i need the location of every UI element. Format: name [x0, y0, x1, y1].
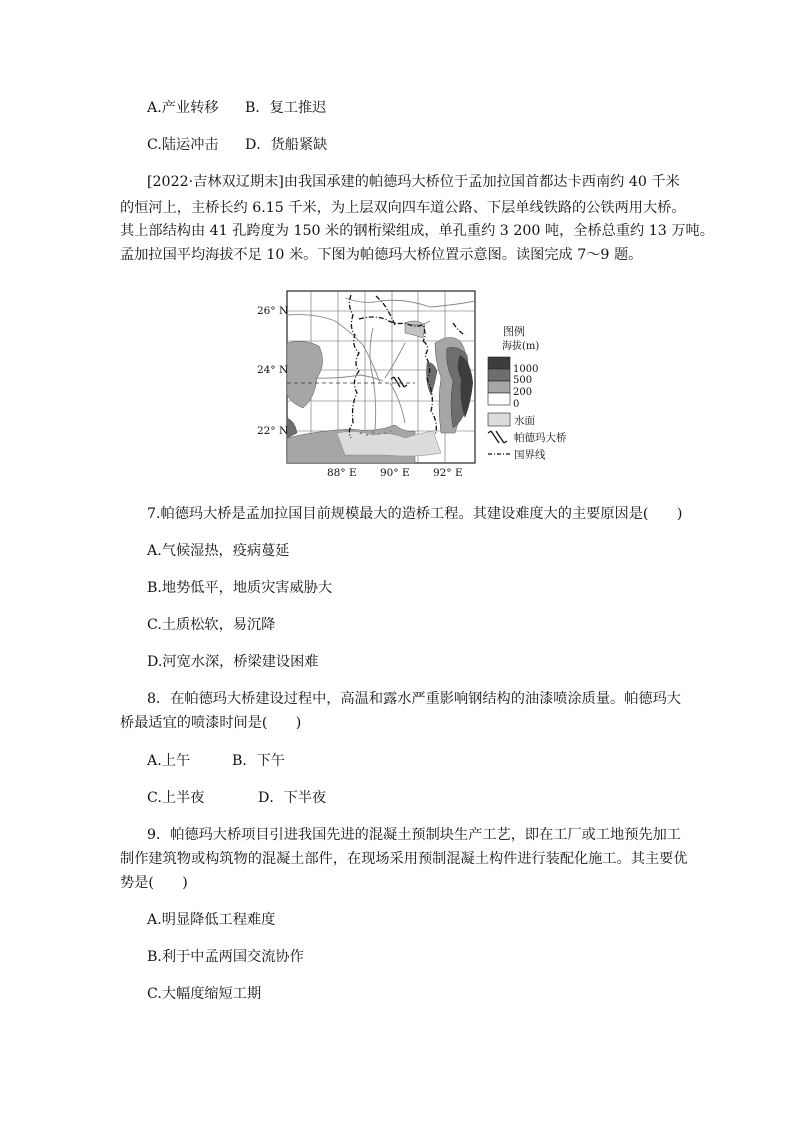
q7-option-a: A.气候湿热，疫病蔓延 — [147, 543, 290, 559]
prev-option-c: C.陆运冲击 — [147, 137, 219, 153]
map-svg — [255, 283, 567, 483]
legend-bridge-icon — [488, 431, 507, 443]
passage-line-2: 的恒河上，主桥长约 6.15 千米，为上层双向四车道公路、下层单线铁路的公铁两用大桥。 — [120, 200, 686, 216]
q8-stem-line-2: 桥最适宜的喷漆时间是( ) — [120, 715, 302, 731]
q7-stem: 7.帕德玛大桥是孟加拉国目前规模最大的造桥工程。其建设难度大的主要原因是( ) — [147, 506, 683, 522]
q7-option-d: D.河宽水深，桥梁建设困难 — [147, 654, 319, 670]
lon-label-88: 88° E — [327, 467, 357, 479]
q9-stem-line-1: 9．帕德玛大桥项目引进我国先进的混凝土预制块生产工艺，即在工厂或工地预先加工 — [147, 827, 681, 843]
q8-option-a: A.上午 — [147, 753, 191, 769]
legend-water: 水面 — [514, 415, 535, 427]
legend-level-1000: 1000 — [513, 364, 539, 375]
q9-stem-line-2: 制作建筑物或构筑物的混凝土部件，在现场采用预制混凝土构件进行装配化施工。其主要优 — [120, 851, 688, 867]
legend-title: 图例 — [503, 325, 525, 338]
q8-option-d: D．下半夜 — [258, 790, 327, 806]
q8-option-b: B．下午 — [232, 753, 285, 769]
q9-option-c: C.大幅度缩短工期 — [147, 986, 262, 1002]
prev-option-b: B．复工推迟 — [245, 100, 327, 116]
passage-line-4: 孟加拉国平均海拔不足 10 米。下图为帕德玛大桥位置示意图。读图完成 7～9 题。 — [120, 247, 643, 263]
lon-label-90: 90° E — [380, 467, 410, 479]
q7-option-c: C.土质松软，易沉降 — [147, 617, 276, 633]
legend-level-200: 200 — [513, 387, 533, 398]
prev-option-d: D．货船紧缺 — [245, 137, 328, 153]
passage-line-3: 其上部结构由 41 孔跨度为 150 米的钢桁梁组成，单孔重约 3 200 吨，全桥总重约 13 万吨。 — [120, 223, 714, 239]
lat-label-26: 26° N — [257, 305, 289, 317]
lon-label-92: 92° E — [433, 467, 463, 479]
legend-border: 国界线 — [514, 449, 546, 461]
lat-label-24: 24° N — [257, 364, 289, 376]
legend-swatch-0 — [488, 393, 510, 405]
bridge-location-map — [255, 283, 567, 483]
legend-level-0: 0 — [513, 399, 520, 410]
legend-swatch-water — [488, 413, 510, 426]
passage-line-1: [2022·吉林双辽期末]由我国承建的帕德玛大桥位于孟加拉国首都达卡西南约 40 千米 — [147, 174, 680, 190]
water-area — [337, 431, 441, 456]
q9-option-a: A.明显降低工程难度 — [147, 912, 276, 928]
prev-option-a: A.产业转移 — [147, 100, 219, 116]
map-legend — [488, 324, 567, 461]
q8-stem-line-1: 8．在帕德玛大桥建设过程中，高温和露水严重影响钢结构的油漆喷涂质量。帕德玛大 — [147, 691, 681, 707]
q8-option-c: C.上半夜 — [147, 790, 205, 806]
q9-stem-line-3: 势是( ) — [120, 875, 188, 891]
q9-option-b: B.利于中孟两国交流协作 — [147, 949, 304, 965]
lat-label-22: 22° N — [257, 425, 289, 437]
legend-level-500: 500 — [513, 375, 533, 386]
legend-swatch-1000 — [488, 357, 510, 369]
legend-swatch-500 — [488, 369, 510, 381]
q7-option-b: B.地势低平，地质灾害威胁大 — [147, 580, 333, 596]
legend-bridge: 帕德玛大桥 — [514, 432, 567, 444]
legend-swatch-200 — [488, 381, 510, 393]
legend-subtitle: 海拔(m) — [502, 341, 540, 352]
